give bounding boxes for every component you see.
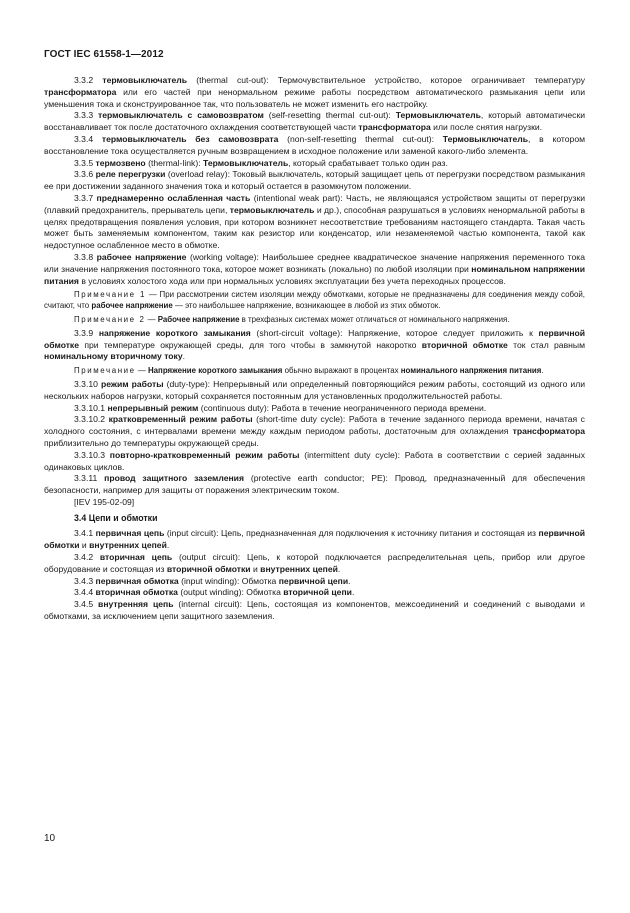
clause-3-3-2: 3.3.2 термовыключатель (thermal cut-out): Термочувствительное устройство, которое ограничивает температуру трансформатора или его частей при ненормальном режиме работы посредством автоматического размыкания цепи или уменьшения тока и сконструированное так, что пользователь не может изменить его настройку. xyxy=(44,75,585,109)
clause-3-3-5: 3.3.5 термозвено (thermal-link): Термовыключатель, который срабатывает только один раз. xyxy=(74,157,448,168)
note-3: Примечание — Напряжение короткого замыкания обычно выражают в процентах номинального напряжения питания. xyxy=(74,366,544,376)
clause-3-4-3: 3.4.3 первичная обмотка (input winding): Обмотка первичной цепи. xyxy=(74,575,351,586)
clause-3-4-5: 3.4.5 внутренняя цепь (internal circuit): Цепь, состоящая из компонентов, межсоединений и соединений с выводами и обмотками, за исключением цепи защитного заземления. xyxy=(44,599,585,622)
document-body xyxy=(44,75,585,623)
clause-3-3-9: 3.3.9 напряжение короткого замыкания (short-circuit voltage): Напряжение, которое следует приложить к первичной обмотке при температуре окружающей среды, для того чтобы в замкнутой накоротко вторичной обмотке ток стал равным номинальному вторичному току. xyxy=(44,327,586,362)
document-page xyxy=(44,0,585,913)
clause-3-4-2: 3.4.2 вторичная цепь (output circuit): Цепь, к которой подключается распределительная цепь, прибор или другое оборудование и состоящая из вторичной обмотки и внутренних цепей. xyxy=(44,552,585,574)
iev-reference: [IEV 195-02-09] xyxy=(74,496,135,507)
clause-3-3-8: 3.3.8 рабочее напряжение (working voltage): Наибольшее среднее квадратическое значение напряжения переменного тока или значение напряжения постоянного тока, которое может возникать (локально) по любой изоляции при номинальном напряжении питания в условиях холостого хода или при нормальных условиях эксплуатации без учета переходных процессов. xyxy=(44,251,586,286)
page-header: ГОСТ IEC 61558-1—2012 xyxy=(44,49,164,60)
clause-3-3-3: 3.3.3 термовыключатель с самовозвратом (self-resetting thermal cut-out): Термовыключатель, который автоматически восстанавливает ток после достаточного охлаждения соответствующей части трансформатора или после снятия нагрузки. xyxy=(44,110,586,133)
clause-3-3-10-2: 3.3.10.2 кратковременный режим работы (short-time duty cycle): Работа в течение заданного периода времени, начатая с холодного состояния, с интервалами времени между каждым периодом работы, достаточным для охлаждения трансформатора приблизительно до температуры окружающей среды. xyxy=(44,414,586,448)
clause-3-3-10: 3.3.10 режим работы (duty-type): Непрерывный или определенный повторяющийся режим работы, состоящий из одного или нескольких наборов нагрузки, который сохраняется постоянным для установленных продолжительностей работы. xyxy=(44,378,586,401)
clause-3-4-1: 3.4.1 первичная цепь (input circuit): Цепь, предназначенная для подключения к источнику питания и состоящая из первичной обмотки и внутренних цепей. xyxy=(44,528,585,551)
clause-3-3-11: 3.3.11 провод защитного заземления (protective earth conductor; PE): Провод, предназначенный для обеспечения безопасности, например для защиты от поражения электрическим током. xyxy=(44,473,586,496)
clause-3-4-4: 3.4.4 вторичная обмотка (output winding): Обмотка вторичной цепи. xyxy=(74,587,355,598)
page-number: 10 xyxy=(44,833,56,844)
clause-3-3-7: 3.3.7 преднамеренно ослабленная часть (intentional weak part): Часть, не являющаяся устройством защиты от перегрузки (плавкий предохранитель, прерыватель цепи, термовыключатель и др.), способная разрушаться в условиях ненормальной работы в целях предотвращения появления условия, при котором возникнет несоответствие требованиям настоящего стандарта. Такая часть может быть заменяемым компонентом, таким как резистор или конденсатор, или незаменяемой частью компонента, такой как недоступное ослабленное место в обмотке. xyxy=(44,192,586,251)
clause-3-3-6: 3.3.6 реле перегрузки (overload relay): Токовый выключатель, который защищает цепь от перегрузки посредством размыкания ее при достижении заданного значения тока и который остается в разомкнутом положении. xyxy=(44,169,586,192)
clause-3-3-10-3: 3.3.10.3 повторно-кратковременный режим работы (intermittent duty cycle): Работа в соответствии с серией заданных одинаковых циклов. xyxy=(44,449,585,472)
clause-3-3-4: 3.3.4 термовыключатель без самовозврата (non-self-resetting thermal cut-out): Термовыключатель, в котором восстановление тока осуществляется ручным возвращением в исходное положение или заменой какого-либо элемента. xyxy=(44,133,586,156)
section-heading: 3.4 Цепи и обмотки xyxy=(74,512,158,523)
note-2: Примечание 2 — Рабочее напряжение в трехфазных системах может отличаться от номинального напряжения. xyxy=(74,314,510,324)
clause-3-3-10-1: 3.3.10.1 непрерывный режим (continuous duty): Работа в течение неограниченного периода времени. xyxy=(74,402,487,413)
note-1: Примечание 1 — При рассмотрении систем изоляции между обмотками, которые не предназначены для соединения между собой, считают, что рабочее напряжение — это наибольшее напряжение, возникающее в любой из этих обмоток. xyxy=(44,290,585,311)
